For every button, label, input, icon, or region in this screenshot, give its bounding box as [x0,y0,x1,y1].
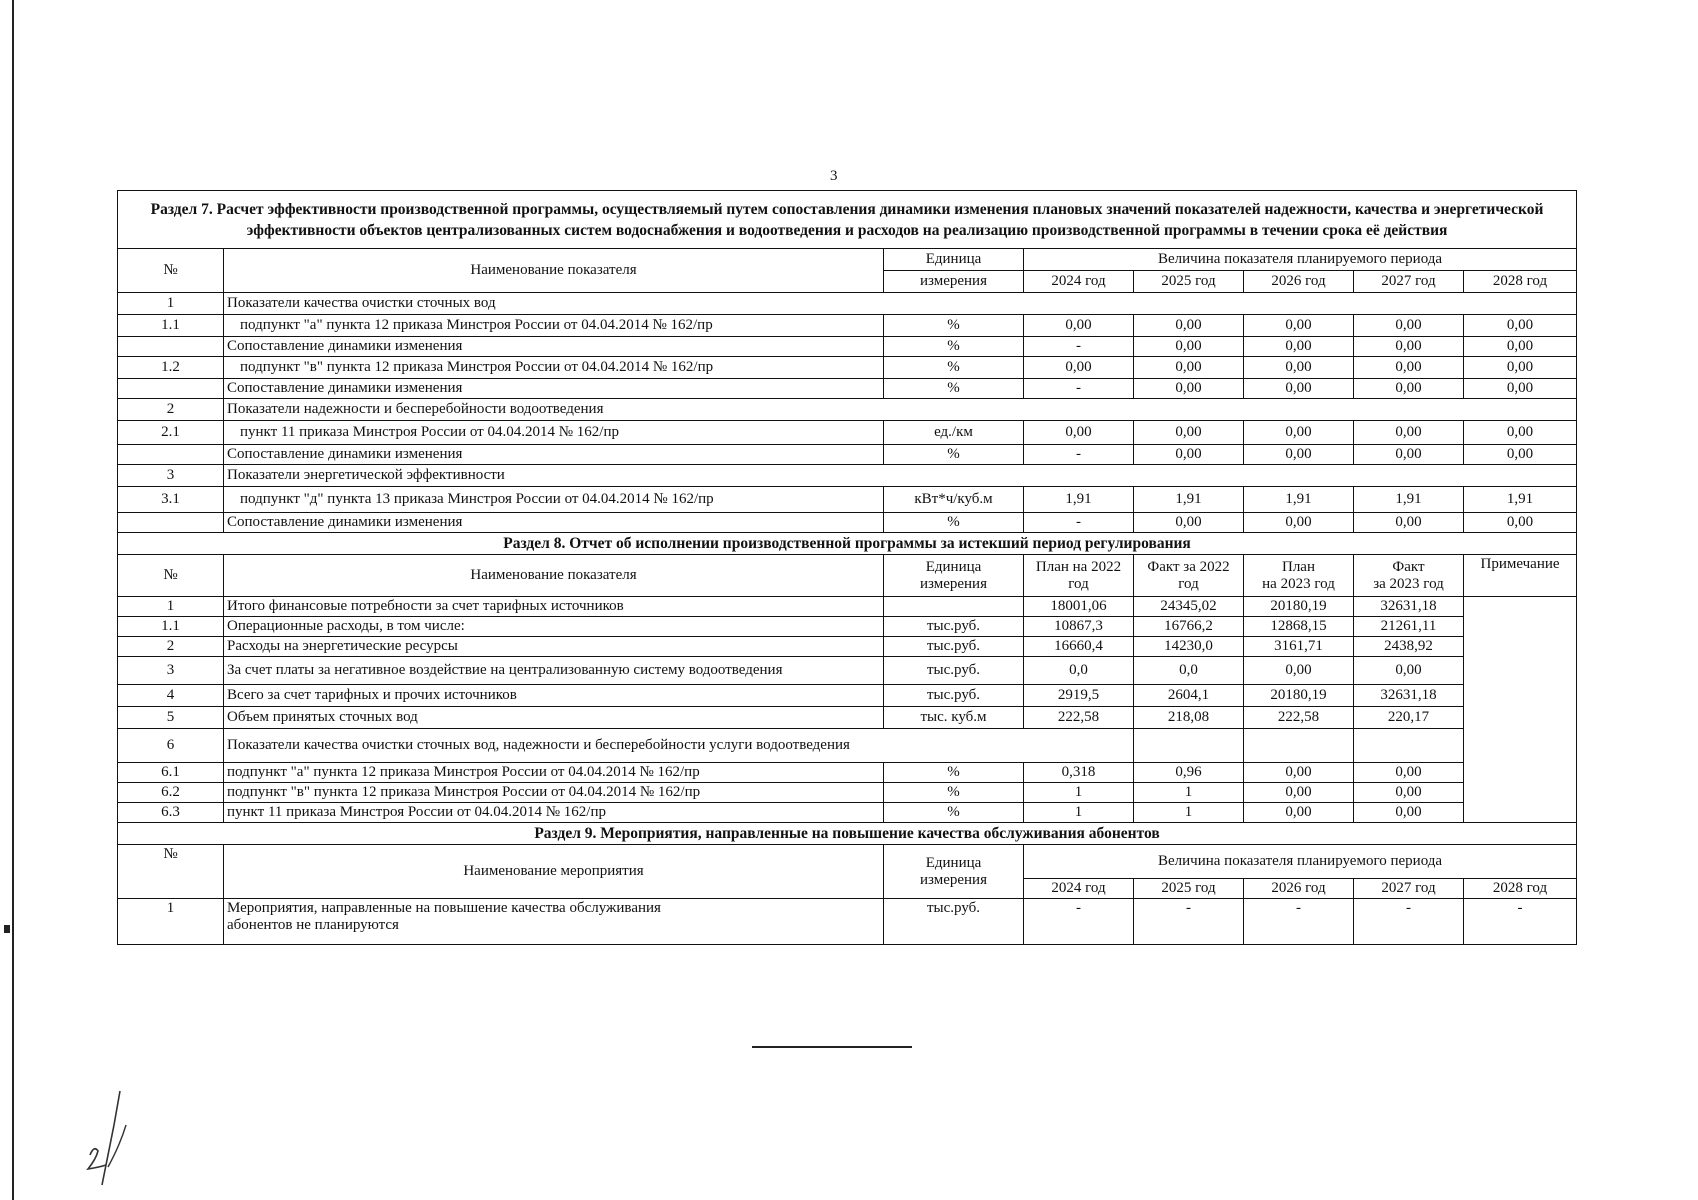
row-value: 24345,02 [1134,597,1244,617]
row-name: Сопоставление динамики изменения [224,445,884,465]
row-number: 6.2 [118,783,224,803]
row-unit: % [884,803,1024,823]
row-unit: тыс.руб. [884,899,1024,945]
row-unit: % [884,337,1024,357]
row-value: 0,00 [1354,337,1464,357]
row-value: 0,00 [1464,445,1577,465]
row-number: 4 [118,685,224,707]
table-row [118,445,1577,465]
row-unit: % [884,379,1024,399]
table-row [118,637,1577,657]
row-value: 218,08 [1134,707,1244,729]
row-value: 0,00 [1464,357,1577,379]
row-value: 222,58 [1024,707,1134,729]
row-value: 1 [1134,783,1244,803]
section-9-body [118,899,1577,945]
table-row [118,685,1577,707]
col-header-year: 2026 год [1244,271,1354,293]
row-name: Итого финансовые потребности за счет тарифных источников [224,597,884,617]
row-value: 0,00 [1354,357,1464,379]
row-value: 0,0 [1134,657,1244,685]
row-value: - [1024,513,1134,533]
row-value: 0,00 [1244,337,1354,357]
row-value: 0,00 [1464,337,1577,357]
col-header-name: Наименование показателя [224,555,884,597]
col-header-year: 2028 год [1464,879,1577,899]
row-number: 2.1 [118,421,224,445]
row-unit: ед./км [884,421,1024,445]
row-value: 0,00 [1134,337,1244,357]
row-value: 0,00 [1354,421,1464,445]
row-value: 0,00 [1134,445,1244,465]
col-header-name: Наименование показателя [224,249,884,293]
row-name: За счет платы за негативное воздействие на централизованную систему водоотведения [224,657,884,685]
table-row [118,707,1577,729]
row-unit: % [884,783,1024,803]
row-number [118,513,224,533]
row-value: 0,00 [1464,315,1577,337]
table-row [118,617,1577,637]
col-header-year: 2025 год [1134,271,1244,293]
row-value: 32631,18 [1354,685,1464,707]
row-value: 0,00 [1244,513,1354,533]
col-header-year: 2025 год [1134,879,1244,899]
row-value: 0,00 [1464,379,1577,399]
row-name: пункт 11 приказа Минстроя России от 04.04.2014 № 162/пр [224,421,884,445]
row-value: 220,17 [1354,707,1464,729]
page-edge-mark [4,925,10,933]
row-value: 10867,3 [1024,617,1134,637]
row-name: подпункт "д" пункта 13 приказа Минстроя России от 04.04.2014 № 162/пр [224,487,884,513]
row-number: 6 [118,729,224,763]
row-number: 1 [118,899,224,945]
row-group-name: Показатели надежности и бесперебойности водоотведения [224,399,1577,421]
row-unit: тыс.руб. [884,657,1024,685]
table-row [118,465,1577,487]
row-name: Сопоставление динамики изменения [224,379,884,399]
row-value: 1 [1134,803,1244,823]
row-value: 0,00 [1134,357,1244,379]
table-row [118,513,1577,533]
row-value: 0,00 [1134,513,1244,533]
row-value: - [1024,445,1134,465]
row-value: 0,96 [1134,763,1244,783]
row-value: 0,00 [1244,803,1354,823]
row-value: 14230,0 [1134,637,1244,657]
row-value: 21261,11 [1354,617,1464,637]
row-number: 6.1 [118,763,224,783]
col-header-year: 2024 год [1024,879,1134,899]
table-row [118,337,1577,357]
col-header-period: Величина показателя планируемого периода [1024,845,1577,879]
section-8-title: Раздел 8. Отчет об исполнении производственной программы за истекший период регулирования [118,533,1577,555]
row-number: 3.1 [118,487,224,513]
row-value: 16660,4 [1024,637,1134,657]
row-value: 0,00 [1024,315,1134,337]
row-value: 3161,71 [1244,637,1354,657]
row-value-empty [1134,729,1244,763]
row-name: подпункт "в" пункта 12 приказа Минстроя России от 04.04.2014 № 162/пр [224,783,884,803]
row-name: Операционные расходы, в том числе: [224,617,884,637]
row-value: 2919,5 [1024,685,1134,707]
row-value: 0,00 [1354,315,1464,337]
row-value: 0,00 [1464,513,1577,533]
row-name: подпункт "в" пункта 12 приказа Минстроя России от 04.04.2014 № 162/пр [224,357,884,379]
table-row [118,315,1577,337]
row-number [118,337,224,357]
table-row [118,357,1577,379]
row-group-name: Показатели качества очистки сточных вод, надежности и бесперебойности услуги водоотведения [224,729,1134,763]
row-note [1464,597,1577,823]
row-value: 0,00 [1244,421,1354,445]
row-name: Мероприятия, направленные на повышение качества обслуживания абонентов не планируются [224,899,884,945]
row-unit: % [884,315,1024,337]
row-value: 0,00 [1354,513,1464,533]
row-number: 1.1 [118,315,224,337]
row-value: 0,00 [1244,357,1354,379]
table-row [118,421,1577,445]
row-unit: % [884,357,1024,379]
row-group-name: Показатели качества очистки сточных вод [224,293,1577,315]
row-number [118,445,224,465]
production-program-table [117,190,1577,945]
col-header-fact-2023: Факт за 2023 год [1354,555,1464,597]
table-row [118,379,1577,399]
row-unit: тыс. куб.м [884,707,1024,729]
row-value: 0,00 [1354,657,1464,685]
row-value: 2438,92 [1354,637,1464,657]
footer-rule [752,1046,912,1048]
row-name: пункт 11 приказа Минстроя России от 04.04.2014 № 162/пр [224,803,884,823]
col-header-year: 2027 год [1354,879,1464,899]
col-header-year: 2027 год [1354,271,1464,293]
row-number: 3 [118,657,224,685]
row-name: Сопоставление динамики изменения [224,513,884,533]
row-name: Сопоставление динамики изменения [224,337,884,357]
row-unit: % [884,513,1024,533]
col-header-name: Наименование мероприятия [224,845,884,899]
row-number: 1 [118,597,224,617]
row-name: подпункт "а" пункта 12 приказа Минстроя России от 04.04.2014 № 162/пр [224,763,884,783]
row-value: 0,00 [1354,763,1464,783]
row-value: 0,00 [1024,421,1134,445]
table-row [118,899,1577,945]
col-header-note: Примечание [1464,555,1577,597]
row-number: 3 [118,465,224,487]
table-row [118,763,1577,783]
row-value: - [1024,337,1134,357]
row-value: 1 [1024,783,1134,803]
row-number: 6.3 [118,803,224,823]
row-value: 0,00 [1244,783,1354,803]
col-header-num: № [118,249,224,293]
row-value: 32631,18 [1354,597,1464,617]
row-unit: тыс.руб. [884,617,1024,637]
row-value: 0,00 [1354,803,1464,823]
col-header-plan-2023: План на 2023 год [1244,555,1354,597]
row-value: 1,91 [1354,487,1464,513]
col-header-num: № [118,845,224,899]
row-number: 2 [118,637,224,657]
col-header-unit: Единица измерения [884,845,1024,899]
col-header-unit-line2: измерения [884,271,1024,293]
col-header-plan-2022: План на 2022 год [1024,555,1134,597]
row-value: 0,00 [1134,379,1244,399]
row-value: - [1134,899,1244,945]
page-number: 3 [830,168,838,184]
table-row [118,399,1577,421]
row-value: 1,91 [1024,487,1134,513]
row-value: 0,00 [1024,357,1134,379]
col-header-unit: Единица [884,249,1024,271]
row-value: 0,00 [1354,783,1464,803]
row-value: 20180,19 [1244,597,1354,617]
row-unit: % [884,763,1024,783]
table-row [118,657,1577,685]
row-value: - [1244,899,1354,945]
row-unit: тыс.руб. [884,685,1024,707]
row-value: 2604,1 [1134,685,1244,707]
table-row [118,783,1577,803]
row-value: 0,318 [1024,763,1134,783]
handwritten-signature [80,1085,140,1200]
row-value: 1,91 [1464,487,1577,513]
row-value: 0,00 [1134,421,1244,445]
row-name: Объем принятых сточных вод [224,707,884,729]
row-value: 0,00 [1244,445,1354,465]
col-header-year: 2024 год [1024,271,1134,293]
row-value: 1 [1024,803,1134,823]
row-value: - [1024,899,1134,945]
section-7-title: Раздел 7. Расчет эффективности производственной программы, осуществляемый путем сопоставления динамики изменения плановых значений показателей надежности, качества и энергетической эффективности объектов централизованных систем водоснабжения и водоотведения и расходов на реализацию производственной программы в течении срока её действия [118,191,1577,249]
row-number: 2 [118,399,224,421]
row-value: 0,00 [1134,315,1244,337]
row-number: 1.2 [118,357,224,379]
col-header-year: 2026 год [1244,879,1354,899]
row-value: 0,0 [1024,657,1134,685]
row-unit: % [884,445,1024,465]
row-value: 0,00 [1464,421,1577,445]
row-unit [884,597,1024,617]
row-name: Всего за счет тарифных и прочих источников [224,685,884,707]
row-value: 222,58 [1244,707,1354,729]
row-value: 0,00 [1354,379,1464,399]
row-value: 0,00 [1244,379,1354,399]
row-name: подпункт "а" пункта 12 приказа Минстроя России от 04.04.2014 № 162/пр [224,315,884,337]
row-value: 1,91 [1244,487,1354,513]
row-name: Расходы на энергетические ресурсы [224,637,884,657]
row-unit: кВт*ч/куб.м [884,487,1024,513]
row-value: 20180,19 [1244,685,1354,707]
section-8-body [118,597,1577,823]
row-number: 1 [118,293,224,315]
table-row [118,729,1577,763]
page-left-edge [12,0,14,1200]
section-7-body [118,293,1577,533]
row-value: 0,00 [1244,657,1354,685]
row-value: - [1464,899,1577,945]
row-value: 16766,2 [1134,617,1244,637]
col-header-period: Величина показателя планируемого периода [1024,249,1577,271]
table-row [118,293,1577,315]
row-number: 1.1 [118,617,224,637]
col-header-num: № [118,555,224,597]
col-header-unit: Единица измерения [884,555,1024,597]
row-value: 12868,15 [1244,617,1354,637]
row-value: - [1354,899,1464,945]
row-value: 1,91 [1134,487,1244,513]
row-value: - [1024,379,1134,399]
row-value: 18001,06 [1024,597,1134,617]
table-row [118,487,1577,513]
col-header-year: 2028 год [1464,271,1577,293]
table-row [118,803,1577,823]
document-table-wrapper [117,190,1576,945]
row-group-name: Показатели энергетической эффективности [224,465,1577,487]
row-number: 5 [118,707,224,729]
row-number [118,379,224,399]
row-unit: тыс.руб. [884,637,1024,657]
col-header-fact-2022: Факт за 2022 год [1134,555,1244,597]
row-value: 0,00 [1244,315,1354,337]
row-value: 0,00 [1354,445,1464,465]
table-row [118,597,1577,617]
row-value: 0,00 [1244,763,1354,783]
row-value-empty [1244,729,1354,763]
section-9-title: Раздел 9. Мероприятия, направленные на повышение качества обслуживания абонентов [118,823,1577,845]
